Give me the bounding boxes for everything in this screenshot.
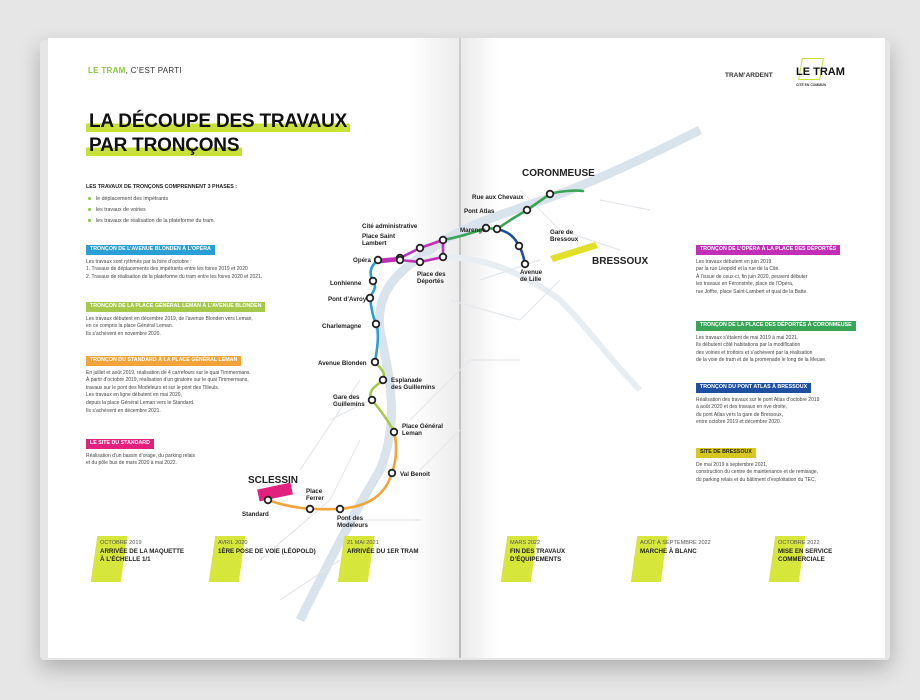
- station-val-benoit: [389, 470, 396, 477]
- timeline-item-marche-blanc: [640, 540, 711, 556]
- station-gare-guillemins: [369, 397, 376, 404]
- timeline-date: OCTOBRE 2022: [778, 540, 820, 546]
- timeline-label: MARCHE À BLANC: [640, 548, 697, 555]
- label-avenue-blonden: Avenue Blonden: [318, 360, 367, 367]
- station-coronmeuse: [547, 191, 554, 198]
- label-marengo: Marengo: [460, 227, 486, 234]
- timeline-item-arrivee-tram: [347, 540, 419, 556]
- label-standard: Standard: [242, 511, 269, 518]
- terminus-sclessin: SCLESSIN: [248, 475, 299, 486]
- section-body: Les travaux débutent en juin 2019 par la rue Léopold et la rue de la Cité. À l’issue de ceux-ci, fin juin 2020, peuvent débuter les travaux en Féronstrée, place de l’Opéra, rue Joffre, place Saint-Lambert et quai de la Batte.: [696, 258, 808, 295]
- timeline-item-fin-travaux: [510, 540, 565, 564]
- station-avenue-lille: [522, 261, 529, 268]
- timeline-date: AVRIL 2020: [218, 540, 248, 546]
- tram-line: [268, 191, 583, 510]
- station-standard: [265, 497, 272, 504]
- timeline-date: OCTOBRE 2019: [100, 540, 142, 546]
- section-tag: LE SITE DU STANDARD: [86, 439, 154, 449]
- label-gare-guillemins: Gare des Guillemins: [333, 394, 365, 408]
- section-body: Les travaux sont rythmés par la foire d’octobre : 1. Travaux de déplacements des impétrants entre les foires 2019 et 2020 2. Travaux de réalisation de la plateforme du tram entre les foires 2020 et 2021.: [86, 258, 263, 280]
- station-pont-atlas: [494, 226, 501, 233]
- section-tag: TRONÇON DE LA PLACE GÉNÉRAL LEMAN À L’AVENUE BLONDEN: [86, 302, 265, 312]
- phase-item: le déplacement des impétrants: [88, 196, 215, 202]
- timeline-item-pose-voie: [218, 540, 316, 556]
- station-place-saint-lambert-2: [397, 257, 404, 264]
- label-avenue-lille: Avenue de Lille: [520, 269, 543, 283]
- site-bressoux-marker: [550, 242, 598, 262]
- timeline-item-maquette: [100, 540, 184, 564]
- station-cite-administrative: [417, 245, 424, 252]
- label-pont-modeleurs: Pont des Modeleurs: [337, 515, 368, 529]
- label-esplanade-guillemins: Esplanade des Guillemins: [391, 377, 436, 391]
- header-accent: LE TRAM: [88, 66, 126, 75]
- station-opera: [375, 257, 382, 264]
- station-place-deportes-b: [417, 259, 424, 266]
- timeline-label: ARRIVÉE DE LA MAQUETTE À L’ÉCHELLE 1/1: [100, 548, 184, 563]
- station-avenue-blonden: [372, 359, 379, 366]
- timeline-item-mise-en-service: [778, 540, 832, 564]
- label-place-saint-lambert: Place Saint Lambert: [362, 233, 396, 247]
- station-gare-bressoux: [516, 243, 523, 250]
- label-gare-bressoux: Gare de Bressoux: [550, 229, 579, 243]
- letram-logo-text: LE TRAM: [796, 66, 845, 78]
- station-place-deportes-c: [440, 254, 447, 261]
- label-pont-avroy: Pont d’Avroy: [328, 296, 367, 303]
- phases-intro: LES TRAVAUX DE TRONÇONS COMPRENNENT 3 PHASES :: [86, 184, 238, 190]
- multiline-station-labels: [306, 229, 579, 529]
- label-rue-aux-chevaux: Rue aux Chevaux: [472, 194, 524, 201]
- section-tag: SITE DE BRESSOUX: [696, 448, 756, 458]
- timeline-label: 1ÈRE POSE DE VOIE (LÉOPOLD): [218, 548, 316, 555]
- station-lonhienne: [370, 278, 377, 285]
- timeline-date: MARS 2022: [510, 540, 541, 546]
- station-pont-modeleurs: [337, 506, 344, 513]
- timeline-label: FIN DES TRAVAUX D’ÉQUIPEMENTS: [510, 548, 566, 563]
- title-line-2: PAR TRONÇONS: [86, 135, 242, 156]
- section-body: Réalisation des travaux sur le pont Atlas d’octobre 2019 à août 2020 et des travaux en rive droite, du pont Atlas vers la gare de Bressoux, entre octobre 2019 et décembre 2020.: [696, 396, 820, 426]
- section-tag: TRONÇON DE L’OPÉRA À LA PLACE DES DÉPORTÉS: [696, 245, 840, 255]
- label-place-ferrer: Place Ferrer: [306, 488, 324, 502]
- section-body: Réalisation d’un bassin d’orage, du parking relais et du pôle bus de mars 2020 à mai 2022.: [86, 452, 195, 467]
- section-body: Les travaux s’étalent de mai 2019 à mai 2021. Ils débutent côté habitations par la modification des voiries et trottoirs et s’achèvent par la réalisation de la voie de tram et de la promenade le long de la Meuse.: [696, 334, 827, 364]
- label-opera: Opéra: [353, 257, 371, 264]
- station-place-ferrer: [307, 506, 314, 513]
- phase-item: les travaux de réalisation de la plateforme du tram.: [88, 218, 215, 224]
- timeline-date: AOÛT À SEPTEMBRE 2022: [640, 540, 711, 546]
- tramardent-logo-text: TRAM’ARDENT: [725, 72, 773, 79]
- label-cite-administrative: Cité administrative: [362, 223, 418, 230]
- letram-tagline: CITÉ EN COMMUN: [796, 83, 826, 87]
- label-charlemagne: Charlemagne: [322, 323, 362, 330]
- title-line-1: LA DÉCOUPE DES TRAVAUX: [86, 111, 350, 132]
- label-place-deportes: Place des Déportés: [417, 271, 446, 285]
- map-background: [260, 130, 700, 620]
- label-pont-atlas: Pont Atlas: [464, 208, 495, 215]
- section-body: De mai 2019 à septembre 2021, construction du centre de maintenance et de remisage, du parking relais et du bâtiment d’exploitation du TEC.: [696, 461, 819, 483]
- label-place-general-leman: Place Général Leman: [402, 423, 443, 437]
- station-dots: [265, 191, 554, 513]
- section-tag: TRONÇON DE LA PLACE DES DÉPORTÉS À CORONMEUSE: [696, 321, 856, 331]
- timeline-label: ARRIVÉE DU 1ER TRAM: [347, 548, 419, 555]
- station-pont-avroy: [367, 295, 374, 302]
- section-tag: TRONÇON DU STANDARD À LA PLACE GÉNÉRAL LEMAN: [86, 356, 241, 366]
- station-charlemagne: [373, 321, 380, 328]
- timeline-label: MISE EN SERVICE COMMERCIALE: [778, 548, 833, 563]
- station-esplanade-guillemins: [380, 377, 387, 384]
- station-place-general-leman: [391, 429, 398, 436]
- section-tag: TRONÇON DE L’AVENUE BLONDEN À L’OPÉRA: [86, 245, 215, 255]
- section-tag: TRONÇON DU PONT ATLAS À BRESSOUX: [696, 383, 811, 393]
- station-rue-aux-chevaux: [524, 207, 531, 214]
- label-val-benoit: Val Benoit: [400, 471, 430, 478]
- timeline-date: 21 MAI 2021: [347, 540, 379, 546]
- section-body: Les travaux débutent en décembre 2019, de l’avenue Blonden vers Leman, en ce compris la place Général Leman. Ils s’achèvent en novembre 2020.: [86, 315, 253, 337]
- phase-item: les travaux de voiries: [88, 207, 215, 213]
- header-rest: , C’EST PARTI: [125, 66, 183, 75]
- station-place-deportes-a: [440, 237, 447, 244]
- terminus-coronmeuse: CORONMEUSE: [522, 168, 595, 179]
- label-lonhienne: Lonhienne: [330, 280, 362, 287]
- terminus-bressoux: BRESSOUX: [592, 256, 649, 267]
- section-body: En juillet et août 2019, réalisation de 4 carrefours sur le quai Timmermans. À partir d’octobre 2019, réalisation d’un giratoire sur le quai Timmermans, travaux sur le pont des Modeleurs et sur le pont des Tilleuls. Les travaux en ligne débutent en mai 2020, depuis la place Général Leman vers le Standard. Ils s’achèvent en décembre 2021.: [86, 369, 251, 414]
